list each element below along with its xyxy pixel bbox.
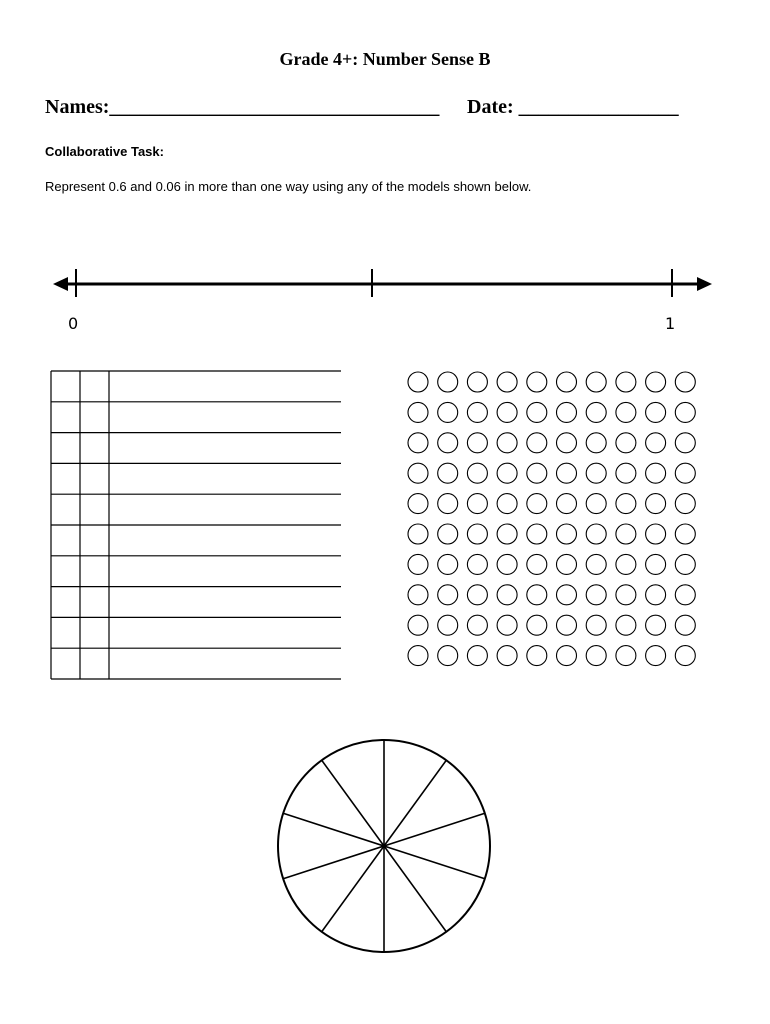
task-instructions: Represent 0.6 and 0.06 in more than one way using any of the models shown below. [45, 179, 532, 194]
pie-divider [384, 813, 485, 846]
pie-divider [384, 846, 485, 879]
task-heading: Collaborative Task: [45, 144, 164, 159]
pie-divider [322, 846, 384, 932]
pie-divider [384, 760, 446, 846]
pie-divider [283, 813, 384, 846]
names-field: Names:_________________________________ [45, 96, 440, 118]
number-line-start-label: 0 [68, 314, 79, 333]
pie-divider [322, 760, 384, 846]
pie-divider [384, 846, 446, 932]
number-line-end-label: 1 [665, 314, 676, 333]
page-title: Grade 4+: Number Sense B [279, 49, 491, 69]
date-field: Date: ________________ [467, 96, 679, 118]
pie-divider [283, 846, 384, 879]
